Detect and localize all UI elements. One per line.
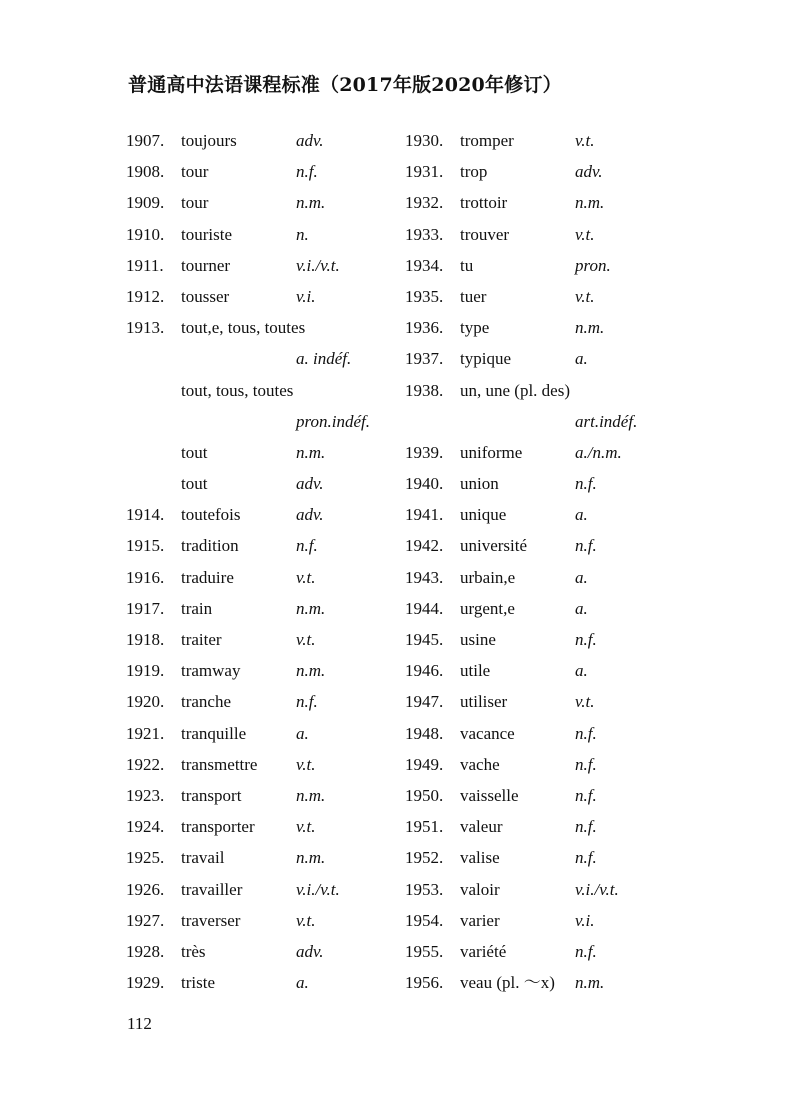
entry-number: 1952. bbox=[405, 848, 444, 868]
entry-part-of-speech: n.f. bbox=[575, 848, 597, 868]
entry-part-of-speech: n.m. bbox=[296, 442, 326, 462]
entry-number: 1942. bbox=[405, 536, 444, 556]
entry-word: variété bbox=[460, 941, 507, 961]
entry-part-of-speech: v.t. bbox=[296, 754, 316, 774]
entry-part-of-speech: a. bbox=[575, 598, 588, 618]
entry-number: 1916. bbox=[126, 567, 165, 587]
entry-part-of-speech: pron.indéf. bbox=[296, 411, 370, 431]
entry-word: typique bbox=[460, 349, 511, 369]
entry-number: 1934. bbox=[405, 255, 444, 275]
entry-number: 1915. bbox=[126, 536, 165, 556]
entry-part-of-speech: n.m. bbox=[296, 193, 326, 213]
entry-word: tout, tous, toutes bbox=[181, 380, 294, 400]
entry-word: traverser bbox=[181, 910, 241, 930]
vocab-entry bbox=[405, 312, 765, 343]
entry-word: touriste bbox=[181, 224, 232, 244]
entry-part-of-speech: v.i./v.t. bbox=[296, 879, 340, 899]
entry-number: 1938. bbox=[405, 380, 444, 400]
entry-number: 1949. bbox=[405, 754, 444, 774]
entry-word: utile bbox=[460, 661, 491, 681]
entry-number: 1909. bbox=[126, 193, 165, 213]
entry-word: usine bbox=[460, 630, 496, 649]
entry-number: 1937. bbox=[405, 349, 444, 369]
vocab-entry bbox=[405, 406, 765, 437]
entry-word: trop bbox=[460, 162, 488, 182]
entry-part-of-speech: art.indéf. bbox=[575, 411, 638, 431]
entry-word: unique bbox=[460, 505, 507, 525]
entry-number: 1940. bbox=[405, 474, 444, 494]
entry-part-of-speech: n. bbox=[296, 224, 309, 244]
entry-number: 1945. bbox=[405, 630, 444, 649]
entry-part-of-speech: adv. bbox=[296, 474, 324, 494]
vocab-entry bbox=[405, 967, 765, 998]
vocab-entry bbox=[405, 749, 765, 780]
entry-number: 1935. bbox=[405, 286, 444, 306]
entry-word: tuer bbox=[460, 286, 487, 306]
entry-part-of-speech: n.f. bbox=[296, 536, 318, 556]
entry-number: 1939. bbox=[405, 442, 444, 462]
vocab-entry bbox=[405, 780, 765, 811]
entry-word: tu bbox=[460, 255, 474, 275]
entry-word: varier bbox=[460, 910, 500, 930]
entry-word: transmettre bbox=[181, 754, 258, 774]
entry-number: 1919. bbox=[126, 661, 165, 681]
entry-word: union bbox=[460, 474, 499, 494]
entry-word: trottoir bbox=[460, 193, 508, 213]
entry-part-of-speech: a. bbox=[575, 567, 588, 587]
entry-number: 1955. bbox=[405, 941, 444, 961]
entry-word: toujours bbox=[181, 131, 237, 150]
entry-word: tout bbox=[181, 442, 208, 462]
entry-number: 1947. bbox=[405, 692, 444, 712]
entry-number: 1927. bbox=[126, 910, 165, 930]
vocab-entry bbox=[405, 655, 765, 686]
entry-part-of-speech: a. indéf. bbox=[296, 349, 352, 369]
entry-part-of-speech: n.m. bbox=[575, 973, 605, 993]
entry-number: 1917. bbox=[126, 598, 165, 618]
entry-part-of-speech: pron. bbox=[575, 255, 611, 275]
entry-number: 1932. bbox=[405, 193, 444, 213]
entry-part-of-speech: n.f. bbox=[575, 941, 597, 961]
entry-word: type bbox=[460, 318, 490, 338]
entry-word: tout bbox=[181, 474, 208, 494]
vocab-entry bbox=[405, 375, 765, 406]
entry-number: 1926. bbox=[126, 879, 165, 899]
entry-part-of-speech: a. bbox=[296, 723, 309, 743]
vocab-entry bbox=[405, 905, 765, 936]
entry-number: 1914. bbox=[126, 505, 165, 525]
entry-number: 1911. bbox=[126, 255, 164, 275]
entry-word: triste bbox=[181, 973, 215, 993]
entry-number: 1948. bbox=[405, 723, 444, 743]
entry-part-of-speech: v.t. bbox=[296, 910, 316, 930]
vocab-entry bbox=[405, 530, 765, 561]
entry-word: tout,e, tous, toutes bbox=[181, 318, 306, 338]
entry-part-of-speech: v.t. bbox=[575, 131, 595, 150]
entry-number: 1922. bbox=[126, 754, 165, 774]
entry-word: travail bbox=[181, 848, 225, 868]
entry-number: 1923. bbox=[126, 785, 165, 805]
entry-word: tour bbox=[181, 193, 209, 213]
entry-number: 1933. bbox=[405, 224, 444, 244]
vocab-entry bbox=[405, 156, 765, 187]
entry-part-of-speech: v.i. bbox=[296, 286, 316, 306]
entry-number: 1944. bbox=[405, 598, 444, 618]
entry-word: veau (pl. ～x) bbox=[460, 973, 555, 993]
entry-word: urbain,e bbox=[460, 567, 516, 587]
entry-part-of-speech: n.f. bbox=[575, 536, 597, 556]
entry-word: traiter bbox=[181, 630, 222, 649]
entry-number: 1929. bbox=[126, 973, 165, 993]
entry-word: utiliser bbox=[460, 692, 508, 712]
entry-word: urgent,e bbox=[460, 598, 515, 618]
entry-part-of-speech: a. bbox=[575, 661, 588, 681]
vocab-entry bbox=[405, 250, 765, 281]
entry-part-of-speech: v.t. bbox=[575, 286, 595, 306]
entry-word: tourner bbox=[181, 255, 231, 275]
vocab-entry bbox=[405, 125, 765, 156]
entry-word: très bbox=[181, 941, 206, 961]
entry-word: tradition bbox=[181, 536, 239, 556]
entry-word: transport bbox=[181, 785, 242, 805]
entry-part-of-speech: v.t. bbox=[575, 692, 595, 712]
entry-number: 1925. bbox=[126, 848, 165, 868]
entry-number: 1951. bbox=[405, 817, 444, 837]
vocab-entry bbox=[405, 437, 765, 468]
entry-part-of-speech: v.t. bbox=[296, 630, 316, 649]
entry-number: 1953. bbox=[405, 879, 444, 899]
entry-number: 1924. bbox=[126, 817, 165, 837]
entry-word: tromper bbox=[460, 131, 514, 150]
vocab-entry bbox=[405, 593, 765, 624]
entry-part-of-speech: adv. bbox=[296, 131, 324, 150]
vocab-entry bbox=[405, 842, 765, 873]
vocab-entry bbox=[405, 281, 765, 312]
vocab-entry bbox=[405, 187, 765, 218]
entry-part-of-speech: n.f. bbox=[575, 630, 597, 649]
entry-number: 1954. bbox=[405, 910, 444, 930]
entry-word: vacance bbox=[460, 723, 515, 743]
entry-part-of-speech: v.t. bbox=[296, 567, 316, 587]
entry-part-of-speech: adv. bbox=[575, 162, 603, 182]
entry-number: 1943. bbox=[405, 567, 444, 587]
entry-part-of-speech: a./n.m. bbox=[575, 442, 622, 462]
entry-part-of-speech: n.f. bbox=[575, 474, 597, 494]
entry-part-of-speech: n.m. bbox=[575, 318, 605, 338]
entry-word: toutefois bbox=[181, 505, 241, 525]
entry-part-of-speech: a. bbox=[575, 349, 588, 369]
entry-part-of-speech: v.i./v.t. bbox=[296, 255, 340, 275]
vocab-entry bbox=[405, 343, 765, 374]
vocabulary-column-right bbox=[405, 125, 765, 998]
entry-part-of-speech: a. bbox=[575, 505, 588, 525]
entry-part-of-speech: v.t. bbox=[296, 817, 316, 837]
entry-part-of-speech: v.i. bbox=[575, 910, 595, 930]
entry-word: valoir bbox=[460, 879, 500, 899]
vocab-entry bbox=[405, 562, 765, 593]
entry-number: 1918. bbox=[126, 630, 165, 649]
entry-word: valise bbox=[460, 848, 500, 868]
entry-word: vaisselle bbox=[460, 785, 519, 805]
entry-number: 1941. bbox=[405, 505, 444, 525]
entry-number: 1913. bbox=[126, 318, 165, 338]
entry-part-of-speech: n.f. bbox=[575, 785, 597, 805]
vocab-entry bbox=[405, 686, 765, 717]
vocab-entry bbox=[405, 219, 765, 250]
entry-word: valeur bbox=[460, 817, 503, 837]
vocab-entry bbox=[405, 936, 765, 967]
vocab-entry bbox=[405, 811, 765, 842]
entry-number: 1921. bbox=[126, 723, 165, 743]
entry-word: un, une (pl. des) bbox=[460, 380, 571, 400]
entry-part-of-speech: n.f. bbox=[575, 754, 597, 774]
entry-word: vache bbox=[460, 754, 500, 774]
entry-number: 1912. bbox=[126, 286, 165, 306]
entry-word: travailler bbox=[181, 879, 243, 899]
entry-part-of-speech: n.f. bbox=[575, 817, 597, 837]
entry-number: 1950. bbox=[405, 785, 444, 805]
entry-number: 1936. bbox=[405, 318, 444, 338]
entry-number: 1910. bbox=[126, 224, 165, 244]
entry-part-of-speech: a. bbox=[296, 973, 309, 993]
entry-word: train bbox=[181, 598, 213, 618]
entry-number: 1956. bbox=[405, 973, 444, 993]
entry-part-of-speech: n.m. bbox=[296, 785, 326, 805]
entry-word: tramway bbox=[181, 661, 241, 681]
entry-number: 1928. bbox=[126, 941, 165, 961]
vocab-entry bbox=[405, 468, 765, 499]
entry-part-of-speech: n.m. bbox=[575, 193, 605, 213]
entry-part-of-speech: v.t. bbox=[575, 224, 595, 244]
entry-word: uniforme bbox=[460, 442, 523, 462]
entry-number: 1907. bbox=[126, 131, 165, 150]
vocab-entry bbox=[405, 624, 765, 655]
entry-part-of-speech: n.m. bbox=[296, 661, 326, 681]
entry-number: 1920. bbox=[126, 692, 165, 712]
entry-part-of-speech: n.f. bbox=[296, 692, 318, 712]
entry-number: 1931. bbox=[405, 162, 444, 182]
page-header-title: 普通高中法语课程标准（2017年版2020年修订） bbox=[128, 74, 562, 96]
entry-part-of-speech: n.f. bbox=[575, 723, 597, 743]
entry-part-of-speech: adv. bbox=[296, 505, 324, 525]
vocab-entry bbox=[405, 499, 765, 530]
entry-part-of-speech: adv. bbox=[296, 941, 324, 961]
entry-word: tousser bbox=[181, 286, 230, 306]
entry-word: tranche bbox=[181, 692, 232, 712]
entry-part-of-speech: n.m. bbox=[296, 598, 326, 618]
entry-number: 1908. bbox=[126, 162, 165, 182]
vocab-entry bbox=[405, 718, 765, 749]
entry-word: tranquille bbox=[181, 723, 247, 743]
entry-word: tour bbox=[181, 162, 209, 182]
entry-word: transporter bbox=[181, 817, 255, 837]
entry-word: trouver bbox=[460, 224, 510, 244]
vocab-entry bbox=[405, 874, 765, 905]
entry-word: université bbox=[460, 536, 528, 556]
entry-number: 1930. bbox=[405, 131, 444, 150]
entry-number: 1946. bbox=[405, 661, 444, 681]
page-number: 112 bbox=[127, 1014, 152, 1033]
entry-part-of-speech: n.f. bbox=[296, 162, 318, 182]
entry-part-of-speech: v.i./v.t. bbox=[575, 879, 619, 899]
entry-part-of-speech: n.m. bbox=[296, 848, 326, 868]
entry-word: traduire bbox=[181, 567, 234, 587]
